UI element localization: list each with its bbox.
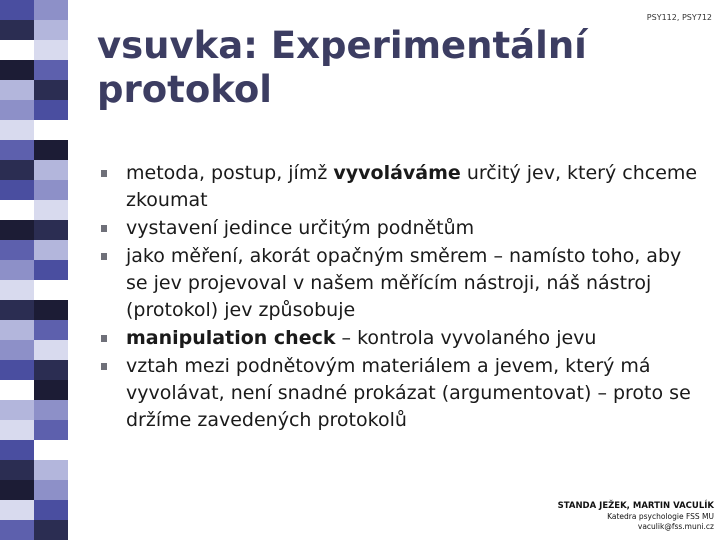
strip-tile <box>34 520 68 540</box>
strip-tile <box>0 40 34 60</box>
strip-tile <box>34 500 68 520</box>
square-bullet-icon <box>101 225 107 232</box>
strip-tile <box>34 460 68 480</box>
strip-tile <box>0 140 34 160</box>
strip-tile <box>0 200 34 220</box>
strip-tile <box>0 400 34 420</box>
strip-tile <box>0 460 34 480</box>
bullet-item: manipulation check – kontrola vyvolaného jevu <box>100 325 700 352</box>
strip-tile <box>34 60 68 80</box>
strip-tile <box>34 260 68 280</box>
strip-tile <box>0 280 34 300</box>
strip-tile <box>34 480 68 500</box>
bullet-list <box>100 160 700 435</box>
footer-authors: STANDA JEŽEK, MARTIN VACULÍK <box>557 501 714 511</box>
strip-tile <box>0 320 34 340</box>
slide-title-line1: vsuvka: Experimentální <box>97 24 587 67</box>
strip-tile <box>34 360 68 380</box>
bullet-item: vztah mezi podnětovým materiálem a jevem, který má vyvolávat, není snadné prokázat (argumentovat) – proto se držíme zavedených protokolů <box>100 353 700 434</box>
footer-department: Katedra psychologie FSS MU <box>607 512 714 521</box>
strip-tile <box>0 120 34 140</box>
square-bullet-icon <box>101 170 107 177</box>
strip-tile <box>0 60 34 80</box>
square-bullet-icon <box>101 335 107 342</box>
strip-tile <box>34 220 68 240</box>
strip-tile <box>0 240 34 260</box>
strip-tile <box>0 300 34 320</box>
strip-tile <box>34 400 68 420</box>
strip-tile <box>34 160 68 180</box>
strip-tile <box>34 440 68 460</box>
slide-title-line2: protokol <box>97 68 272 111</box>
strip-tile <box>0 440 34 460</box>
strip-tile <box>34 40 68 60</box>
strip-tile <box>34 180 68 200</box>
strip-tile <box>0 480 34 500</box>
strip-tile <box>34 320 68 340</box>
strip-tile <box>34 100 68 120</box>
strip-tile <box>34 0 68 20</box>
footer-credits <box>558 501 714 532</box>
strip-tile <box>34 200 68 220</box>
bullet-item: metoda, postup, jímž vyvoláváme určitý jev, který chceme zkoumat <box>100 160 700 214</box>
strip-tile <box>34 240 68 260</box>
strip-tile <box>0 340 34 360</box>
footer-email: vaculik@fss.muni.cz <box>637 522 714 531</box>
strip-tile <box>0 420 34 440</box>
strip-tile <box>34 300 68 320</box>
strip-tile <box>0 260 34 280</box>
decorative-side-strip <box>0 0 68 540</box>
strip-tile <box>0 160 34 180</box>
bullet-item: vystavení jedince určitým podnětům <box>100 215 700 242</box>
bullet-item: jako měření, akorát opačným směrem – namísto toho, aby se jev projevoval v našem měřícím nástroji, náš nástroj (protokol) jev způsobuje <box>100 243 700 324</box>
strip-tile <box>34 380 68 400</box>
strip-tile <box>0 0 34 20</box>
strip-tile <box>0 80 34 100</box>
course-code: PSY112, PSY712 <box>646 13 712 22</box>
square-bullet-icon <box>101 253 107 260</box>
strip-tile <box>34 20 68 40</box>
strip-tile <box>34 120 68 140</box>
square-bullet-icon <box>101 363 107 370</box>
strip-tile <box>0 100 34 120</box>
strip-tile <box>34 80 68 100</box>
strip-tile <box>34 340 68 360</box>
slide-title <box>97 24 657 112</box>
strip-tile <box>34 140 68 160</box>
strip-tile <box>34 420 68 440</box>
strip-tile <box>0 360 34 380</box>
strip-tile <box>0 220 34 240</box>
strip-tile <box>0 180 34 200</box>
strip-tile <box>34 280 68 300</box>
strip-tile <box>0 20 34 40</box>
strip-tile <box>0 500 34 520</box>
strip-tile <box>0 380 34 400</box>
strip-tile <box>0 520 34 540</box>
